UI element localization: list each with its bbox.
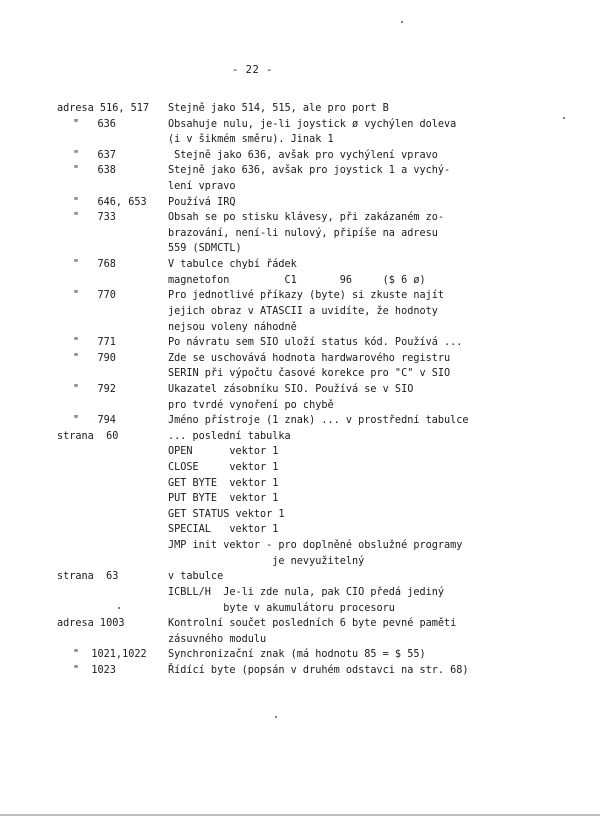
entry-line xyxy=(0,507,600,523)
entry-line xyxy=(0,554,600,570)
entry-line xyxy=(0,210,600,226)
entry-text: jejich obraz v ATASCII a uvidíte, že hodnoty xyxy=(168,305,438,317)
entry-line xyxy=(0,538,600,554)
entry-line xyxy=(0,195,600,211)
entry-label: " 646, 653 xyxy=(73,196,147,208)
entry-text: Obsahuje nulu, je-li joystick ø vychýlen doleva xyxy=(168,118,457,130)
entry-text: CLOSE vektor 1 xyxy=(168,462,279,474)
entry-list xyxy=(0,101,600,679)
entry-line xyxy=(0,288,600,304)
entry-line xyxy=(0,117,600,133)
entry-text: byte v akumulátoru procesoru xyxy=(168,602,395,614)
entry-text: Ukazatel zásobníku SIO. Používá se v SIO xyxy=(168,383,414,395)
entry-line xyxy=(0,257,600,273)
entry-label: " 768 xyxy=(73,259,116,271)
entry-text: 559 (SDMCTL) xyxy=(168,243,242,255)
entry-line xyxy=(0,616,600,632)
entry-line xyxy=(0,241,600,257)
entry-line xyxy=(0,101,600,117)
entry-label: " 790 xyxy=(73,352,116,364)
scan-speck xyxy=(401,21,403,23)
entry-line xyxy=(0,522,600,538)
entry-text: ... poslední tabulka xyxy=(168,430,291,442)
entry-text: GET STATUS vektor 1 xyxy=(168,508,285,520)
entry-text: zásuvného modulu xyxy=(168,633,267,645)
scan-speck xyxy=(275,716,277,718)
entry-label: " 792 xyxy=(73,383,116,395)
entry-text: SPECIAL vektor 1 xyxy=(168,524,279,536)
entry-text: je nevyužitelný xyxy=(168,555,365,567)
entry-text: Synchronizační znak (má hodnotu 85 = $ 55) xyxy=(168,649,426,661)
entry-text: Jméno přístroje (1 znak) ... v prostřední tabulce xyxy=(168,415,469,427)
entry-line xyxy=(0,132,600,148)
entry-text: GET BYTE vektor 1 xyxy=(168,477,279,489)
entry-line xyxy=(0,304,600,320)
entry-line xyxy=(0,226,600,242)
entry-text: ICBLL/H Je-li zde nula, pak CIO předá jediný xyxy=(168,586,445,598)
entry-label: " 636 xyxy=(73,118,116,130)
entry-line xyxy=(0,429,600,445)
entry-text: Zde se uschovává hodnota hardwarového registru xyxy=(168,352,451,364)
page-bottom-edge xyxy=(0,814,600,816)
entry-line xyxy=(0,460,600,476)
scan-speck xyxy=(118,607,120,609)
entry-label: strana 60 xyxy=(57,430,119,442)
entry-line xyxy=(0,413,600,429)
entry-line xyxy=(0,491,600,507)
entry-label: " 733 xyxy=(73,212,116,224)
scan-speck xyxy=(563,117,565,119)
entry-label: adresa 516, 517 xyxy=(57,103,150,114)
entry-text: PUT BYTE vektor 1 xyxy=(168,493,279,505)
entry-text: V tabulce chybí řádek xyxy=(168,259,297,271)
entry-line xyxy=(0,179,600,195)
entry-line xyxy=(0,366,600,382)
entry-text: Stejně jako 514, 515, ale pro port B xyxy=(168,103,389,114)
entry-line xyxy=(0,601,600,617)
entry-text: Obsah se po stisku klávesy, při zakázaném zo- xyxy=(168,212,445,224)
entry-line xyxy=(0,335,600,351)
entry-text: lení vpravo xyxy=(168,181,236,193)
entry-label: " 1023 xyxy=(73,664,116,676)
entry-line xyxy=(0,163,600,179)
entry-label: adresa 1003 xyxy=(57,618,125,630)
entry-text: Řídící byte (popsán v druhém odstavci na str. 68) xyxy=(168,664,469,676)
entry-text: OPEN vektor 1 xyxy=(168,446,279,458)
entry-text: Stejně jako 636, avšak pro vychýlení vpravo xyxy=(168,149,438,161)
entry-text: v tabulce xyxy=(168,571,224,583)
entry-label: " 637 xyxy=(73,149,116,161)
entry-line xyxy=(0,382,600,398)
entry-text: JMP init vektor - pro doplněné obslužné programy xyxy=(168,540,463,552)
entry-text: Používá IRQ xyxy=(168,196,236,208)
entry-line xyxy=(0,444,600,460)
entry-text: Po návratu sem SIO uloží status kód. Používá ... xyxy=(168,337,463,349)
entry-text: (i v šikmém směru). Jinak 1 xyxy=(168,134,334,146)
page-number: - 22 - xyxy=(232,64,273,76)
entry-line xyxy=(0,569,600,585)
entry-line xyxy=(0,632,600,648)
entry-text: magnetofon C1 96 ($ 6 ø) xyxy=(168,274,426,286)
entry-label: " 771 xyxy=(73,337,116,349)
entry-line xyxy=(0,585,600,601)
entry-text: SERIN při výpočtu časové korekce pro "C" v SIO xyxy=(168,368,451,380)
entry-line xyxy=(0,476,600,492)
entry-text: pro tvrdé vynoření po chybě xyxy=(168,399,334,411)
entry-label: " 770 xyxy=(73,290,116,302)
entry-text: Stejně jako 636, avšak pro joystick 1 a vychý- xyxy=(168,165,451,177)
entry-line xyxy=(0,398,600,414)
entry-text: Pro jednotlivé příkazy (byte) si zkuste najít xyxy=(168,290,445,302)
entry-text: Kontrolní součet posledních 6 byte pevné paměti xyxy=(168,618,457,630)
entry-line xyxy=(0,320,600,336)
entry-label: strana 63 xyxy=(57,571,119,583)
entry-label: " 1021,1022 xyxy=(73,649,147,661)
entry-text: nejsou voleny náhodně xyxy=(168,321,297,333)
entry-line xyxy=(0,148,600,164)
entry-label: " 638 xyxy=(73,165,116,177)
entry-line xyxy=(0,273,600,289)
entry-text: brazování, není-li nulový, připíše na adresu xyxy=(168,227,438,239)
entry-label: " 794 xyxy=(73,415,116,427)
entry-line xyxy=(0,663,600,679)
entry-line xyxy=(0,647,600,663)
entry-line xyxy=(0,351,600,367)
